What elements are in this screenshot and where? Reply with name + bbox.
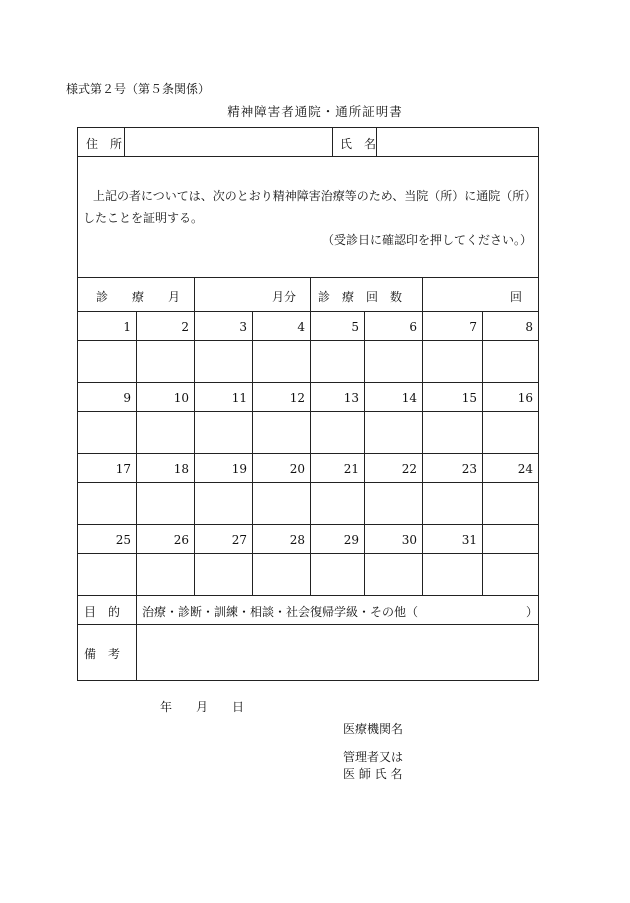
divider: [136, 311, 137, 595]
stamp-box[interactable]: [196, 555, 252, 593]
day-number: 15: [461, 391, 477, 405]
doctor-name-label: 医 師 氏 名: [343, 767, 403, 781]
stamp-box[interactable]: [484, 413, 538, 451]
day-number: 9: [123, 391, 131, 405]
divider: [77, 595, 539, 596]
remarks-label: 備 考: [84, 647, 121, 661]
stamp-box[interactable]: [366, 555, 422, 593]
document-title: 精神障害者通院・通所証明書: [227, 104, 403, 119]
divider: [332, 127, 333, 156]
divider: [77, 156, 539, 157]
day-number: 16: [517, 391, 533, 405]
stamp-box[interactable]: [79, 555, 136, 593]
day-number: 8: [525, 320, 533, 334]
day-number: 5: [351, 320, 359, 334]
statement-line-1: 上記の者については、次のとおり精神障害治療等のため、当院（所）に通院（所）: [93, 189, 537, 203]
divider: [482, 311, 483, 595]
day-number: 13: [343, 391, 359, 405]
stamp-box[interactable]: [79, 413, 136, 451]
divider: [194, 311, 195, 595]
day-number: 3: [239, 320, 247, 334]
divider: [252, 311, 253, 595]
divider: [422, 277, 423, 311]
day-number: 29: [343, 533, 359, 547]
stamp-box[interactable]: [138, 484, 194, 522]
divider: [77, 311, 539, 312]
stamp-box[interactable]: [484, 342, 538, 380]
divider: [77, 524, 539, 525]
stamp-box[interactable]: [424, 342, 482, 380]
stamp-box[interactable]: [312, 555, 364, 593]
stamp-box[interactable]: [484, 555, 538, 593]
stamp-box[interactable]: [312, 413, 364, 451]
divider: [77, 553, 539, 554]
stamp-box[interactable]: [312, 342, 364, 380]
date-line: 年 月 日: [160, 700, 245, 714]
day-number: 4: [297, 320, 305, 334]
day-number: 14: [401, 391, 417, 405]
stamp-box[interactable]: [424, 413, 482, 451]
day-number: 28: [289, 533, 305, 547]
stamp-box[interactable]: [484, 484, 538, 522]
day-number: 27: [231, 533, 247, 547]
day-number: 22: [401, 462, 417, 476]
stamp-box[interactable]: [138, 413, 194, 451]
divider: [194, 277, 195, 311]
remarks-field[interactable]: [140, 628, 534, 678]
day-number: 10: [173, 391, 189, 405]
day-number: 7: [469, 320, 477, 334]
stamp-box[interactable]: [79, 342, 136, 380]
stamp-box[interactable]: [138, 555, 194, 593]
day-number: 12: [289, 391, 305, 405]
purpose-options: 治療・診断・訓練・相談・社会復帰学級・その他（ ）: [142, 605, 539, 619]
day-number: 2: [181, 320, 189, 334]
day-number: 30: [401, 533, 417, 547]
form-number: 様式第２号（第５条関係）: [66, 82, 211, 96]
stamp-box[interactable]: [254, 555, 310, 593]
day-number: 20: [289, 462, 305, 476]
stamp-box[interactable]: [196, 484, 252, 522]
stamp-box[interactable]: [254, 413, 310, 451]
stamp-box[interactable]: [196, 342, 252, 380]
day-number: 31: [461, 533, 477, 547]
stamp-box[interactable]: [366, 413, 422, 451]
day-number: 17: [115, 462, 131, 476]
stamp-box[interactable]: [254, 342, 310, 380]
month-suffix: 月分: [271, 290, 296, 304]
day-number: 6: [409, 320, 417, 334]
day-number: 11: [231, 391, 247, 405]
divider: [77, 277, 539, 278]
manager-label: 管理者又は: [343, 750, 404, 764]
institution-label: 医療機関名: [343, 722, 404, 736]
stamp-box[interactable]: [254, 484, 310, 522]
divider: [310, 277, 311, 311]
day-number: 18: [173, 462, 189, 476]
day-number: 1: [123, 320, 131, 334]
divider: [77, 382, 539, 383]
stamp-box[interactable]: [196, 413, 252, 451]
stamp-box[interactable]: [366, 342, 422, 380]
stamp-note: （受診日に確認印を押してください。）: [322, 233, 533, 247]
stamp-box[interactable]: [424, 484, 482, 522]
day-number: 23: [461, 462, 477, 476]
divider: [422, 311, 423, 595]
day-number: 25: [115, 533, 131, 547]
visit-count-suffix: 回: [509, 290, 522, 304]
treatment-month-label: 診 療 月: [96, 290, 181, 304]
divider: [364, 311, 365, 595]
day-number: 24: [517, 462, 533, 476]
divider: [124, 127, 125, 156]
stamp-box[interactable]: [312, 484, 364, 522]
divider: [77, 624, 539, 625]
divider: [310, 311, 311, 595]
day-number: 21: [343, 462, 359, 476]
purpose-label: 目 的: [84, 605, 121, 619]
stamp-box[interactable]: [366, 484, 422, 522]
divider: [77, 340, 539, 341]
day-number: 26: [173, 533, 189, 547]
statement-line-2: したことを証明する。: [83, 211, 204, 225]
stamp-box[interactable]: [79, 484, 136, 522]
divider: [136, 595, 137, 681]
divider: [376, 127, 377, 156]
stamp-box[interactable]: [424, 555, 482, 593]
divider: [77, 482, 539, 483]
name-label: 氏 名: [340, 137, 377, 151]
stamp-box[interactable]: [138, 342, 194, 380]
divider: [77, 453, 539, 454]
visit-count-label: 診 療 回 数: [318, 290, 403, 304]
day-number: 19: [231, 462, 247, 476]
address-label: 住 所: [86, 137, 123, 151]
divider: [77, 411, 539, 412]
